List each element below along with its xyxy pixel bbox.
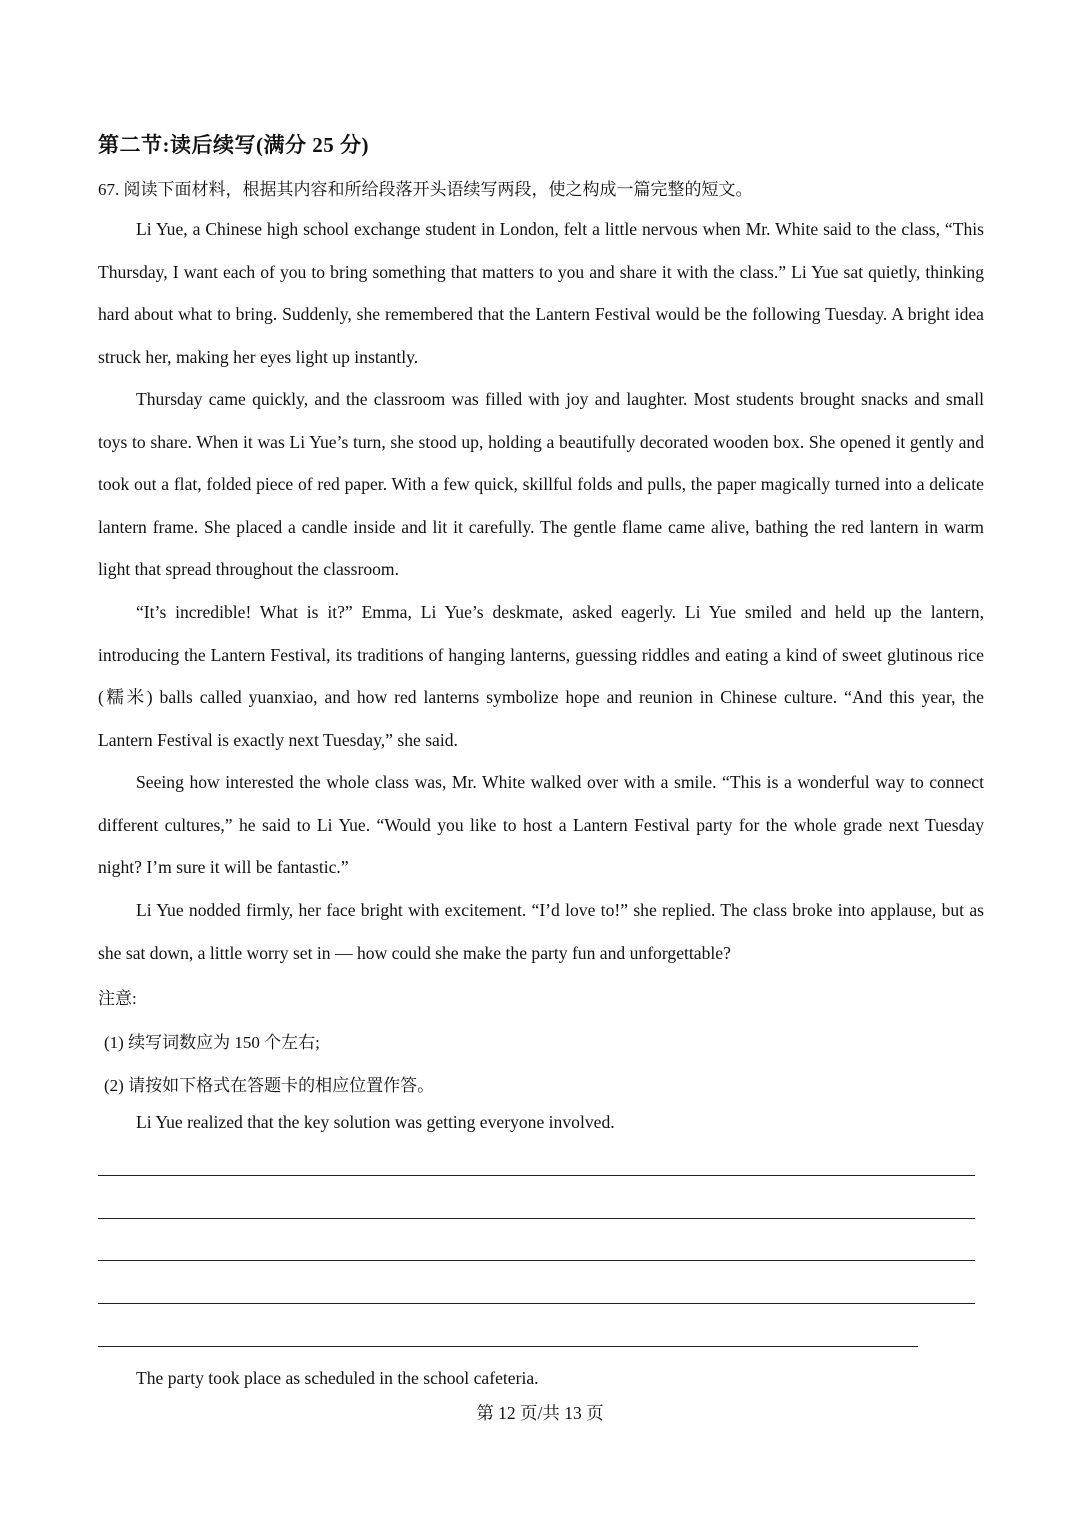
page-number-footer: 第 12 页/共 13 页	[476, 1403, 604, 1423]
passage-paragraph-4: Seeing how interested the whole class was, Mr. White walked over with a smile. “This is a wonderful way to connect different cultures,” he said to Li Yue. “Would you like to host a Lantern Festival party for the whole grade next Tuesday night? I’m sure it will be fantastic.”	[98, 772, 984, 878]
passage-paragraph-3: “It’s incredible! What is it?” Emma, Li Yue’s deskmate, asked eagerly. Li Yue smiled and held up the lantern, introducing the Lantern Festival, its traditions of hanging lanterns, guessing riddles and eating a kind of sweet glutinous rice (糯米) balls called yuanxiao, and how red lanterns symbolize hope and reunion in Chinese culture. “And this year, the Lantern Festival is exactly next Tuesday,” she said.	[98, 602, 984, 750]
passage-paragraph-1: Li Yue, a Chinese high school exchange student in London, felt a little nervous when Mr. White said to the class, “This Thursday, I want each of you to bring something that matters to you and share it with the class.” Li Yue sat quietly, thinking hard about what to bring. Suddenly, she remembered that the Lantern Festival would be the following Tuesday. A bright idea struck her, making her eyes light up instantly.	[98, 219, 984, 367]
answer-line[interactable]	[98, 1218, 975, 1219]
note-item-format: (2) 请按如下格式在答题卡的相应位置作答。	[104, 1076, 435, 1095]
answer-line[interactable]	[98, 1175, 975, 1176]
notes-label: 注意:	[98, 989, 137, 1008]
note-item-word-count: (1) 续写词数应为 150 个左右;	[104, 1033, 320, 1052]
continuation-opening-1: Li Yue realized that the key solution was getting everyone involved.	[136, 1112, 615, 1132]
continuation-opening-2: The party took place as scheduled in the school cafeteria.	[136, 1368, 539, 1388]
passage-paragraph-2: Thursday came quickly, and the classroom was filled with joy and laughter. Most students brought snacks and small toys to share. When it was Li Yue’s turn, she stood up, holding a beautifully decorated wooden box. She opened it gently and took out a flat, folded piece of red paper. With a few quick, skillful folds and pulls, the paper magically turned into a delicate lantern frame. She placed a candle inside and lit it carefully. The gentle flame came alive, bathing the red lantern in warm light that spread throughout the classroom.	[98, 389, 984, 580]
answer-line[interactable]	[98, 1303, 975, 1304]
question-instruction: 67. 阅读下面材料，根据其内容和所给段落开头语续写两段，使之构成一篇完整的短文。	[98, 180, 753, 199]
answer-line[interactable]	[98, 1346, 918, 1347]
passage-paragraph-5: Li Yue nodded firmly, her face bright with excitement. “I’d love to!” she replied. The class broke into applause, but as she sat down, a little worry set in — how could she make the party fun and unforgettable?	[98, 900, 984, 963]
section-title: 第二节:读后续写(满分 25 分)	[98, 133, 369, 157]
answer-line[interactable]	[98, 1260, 975, 1261]
